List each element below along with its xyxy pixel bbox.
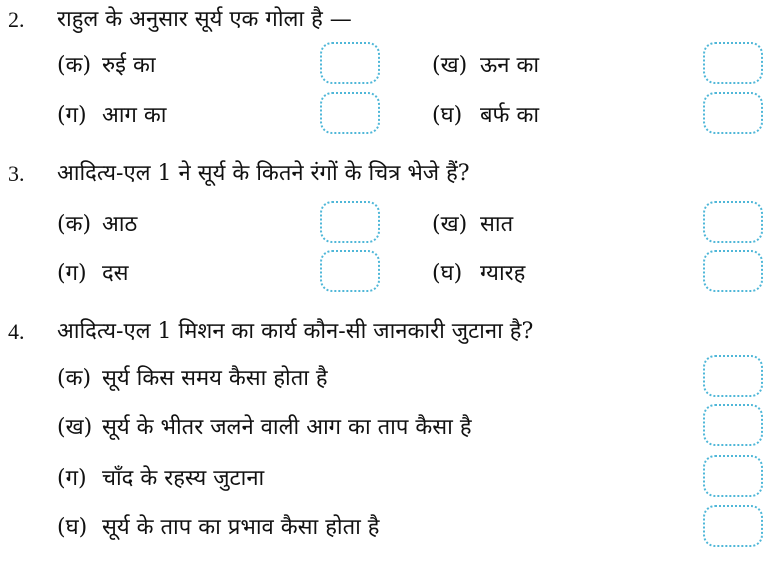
answer-box[interactable]: [320, 92, 380, 134]
option-label: (ग): [57, 261, 87, 286]
option-text: आग का: [102, 103, 167, 128]
question-number: 4.: [8, 319, 25, 344]
option-label: (घ): [432, 261, 463, 286]
option-text: चाँद के रहस्य जुटाना: [102, 466, 265, 491]
option-label: (ख): [57, 415, 93, 440]
question-text: राहुल के अनुसार सूर्य एक गोला है —: [57, 7, 352, 32]
option-label: (क): [57, 53, 92, 78]
question-number: 3.: [8, 161, 25, 186]
question-text: आदित्य-एल 1 मिशन का कार्य कौन-सी जानकारी जुटाना है?: [57, 319, 534, 344]
option-label: (ख): [432, 53, 468, 78]
option-text: सूर्य किस समय कैसा होता है: [102, 366, 328, 391]
answer-box[interactable]: [703, 455, 763, 497]
answer-box[interactable]: [320, 42, 380, 84]
answer-box[interactable]: [703, 201, 763, 243]
option-label: (ख): [432, 212, 468, 237]
option-text: बर्फ का: [480, 103, 540, 128]
option-text: सात: [480, 212, 514, 237]
answer-box[interactable]: [320, 250, 380, 292]
option-label: (ग): [57, 466, 87, 491]
option-label: (घ): [57, 515, 88, 540]
option-label: (ग): [57, 103, 87, 128]
question-text: आदित्य-एल 1 ने सूर्य के कितने रंगों के चित्र भेजे हैं?: [57, 161, 470, 186]
option-text: आठ: [102, 212, 138, 237]
answer-box[interactable]: [703, 250, 763, 292]
answer-box[interactable]: [320, 201, 380, 243]
option-label: (क): [57, 212, 92, 237]
option-text: सूर्य के ताप का प्रभाव कैसा होता है: [102, 515, 380, 540]
option-label: (क): [57, 366, 92, 391]
answer-box[interactable]: [703, 42, 763, 84]
option-text: रुई का: [102, 53, 156, 78]
option-text: सूर्य के भीतर जलने वाली आग का ताप कैसा है: [102, 415, 472, 440]
answer-box[interactable]: [703, 505, 763, 547]
option-text: ग्यारह: [480, 261, 526, 286]
answer-box[interactable]: [703, 404, 763, 446]
option-text: ऊन का: [480, 53, 540, 78]
option-text: दस: [102, 261, 129, 286]
option-label: (घ): [432, 103, 463, 128]
question-number: 2.: [8, 7, 25, 32]
answer-box[interactable]: [703, 92, 763, 134]
answer-box[interactable]: [703, 355, 763, 397]
